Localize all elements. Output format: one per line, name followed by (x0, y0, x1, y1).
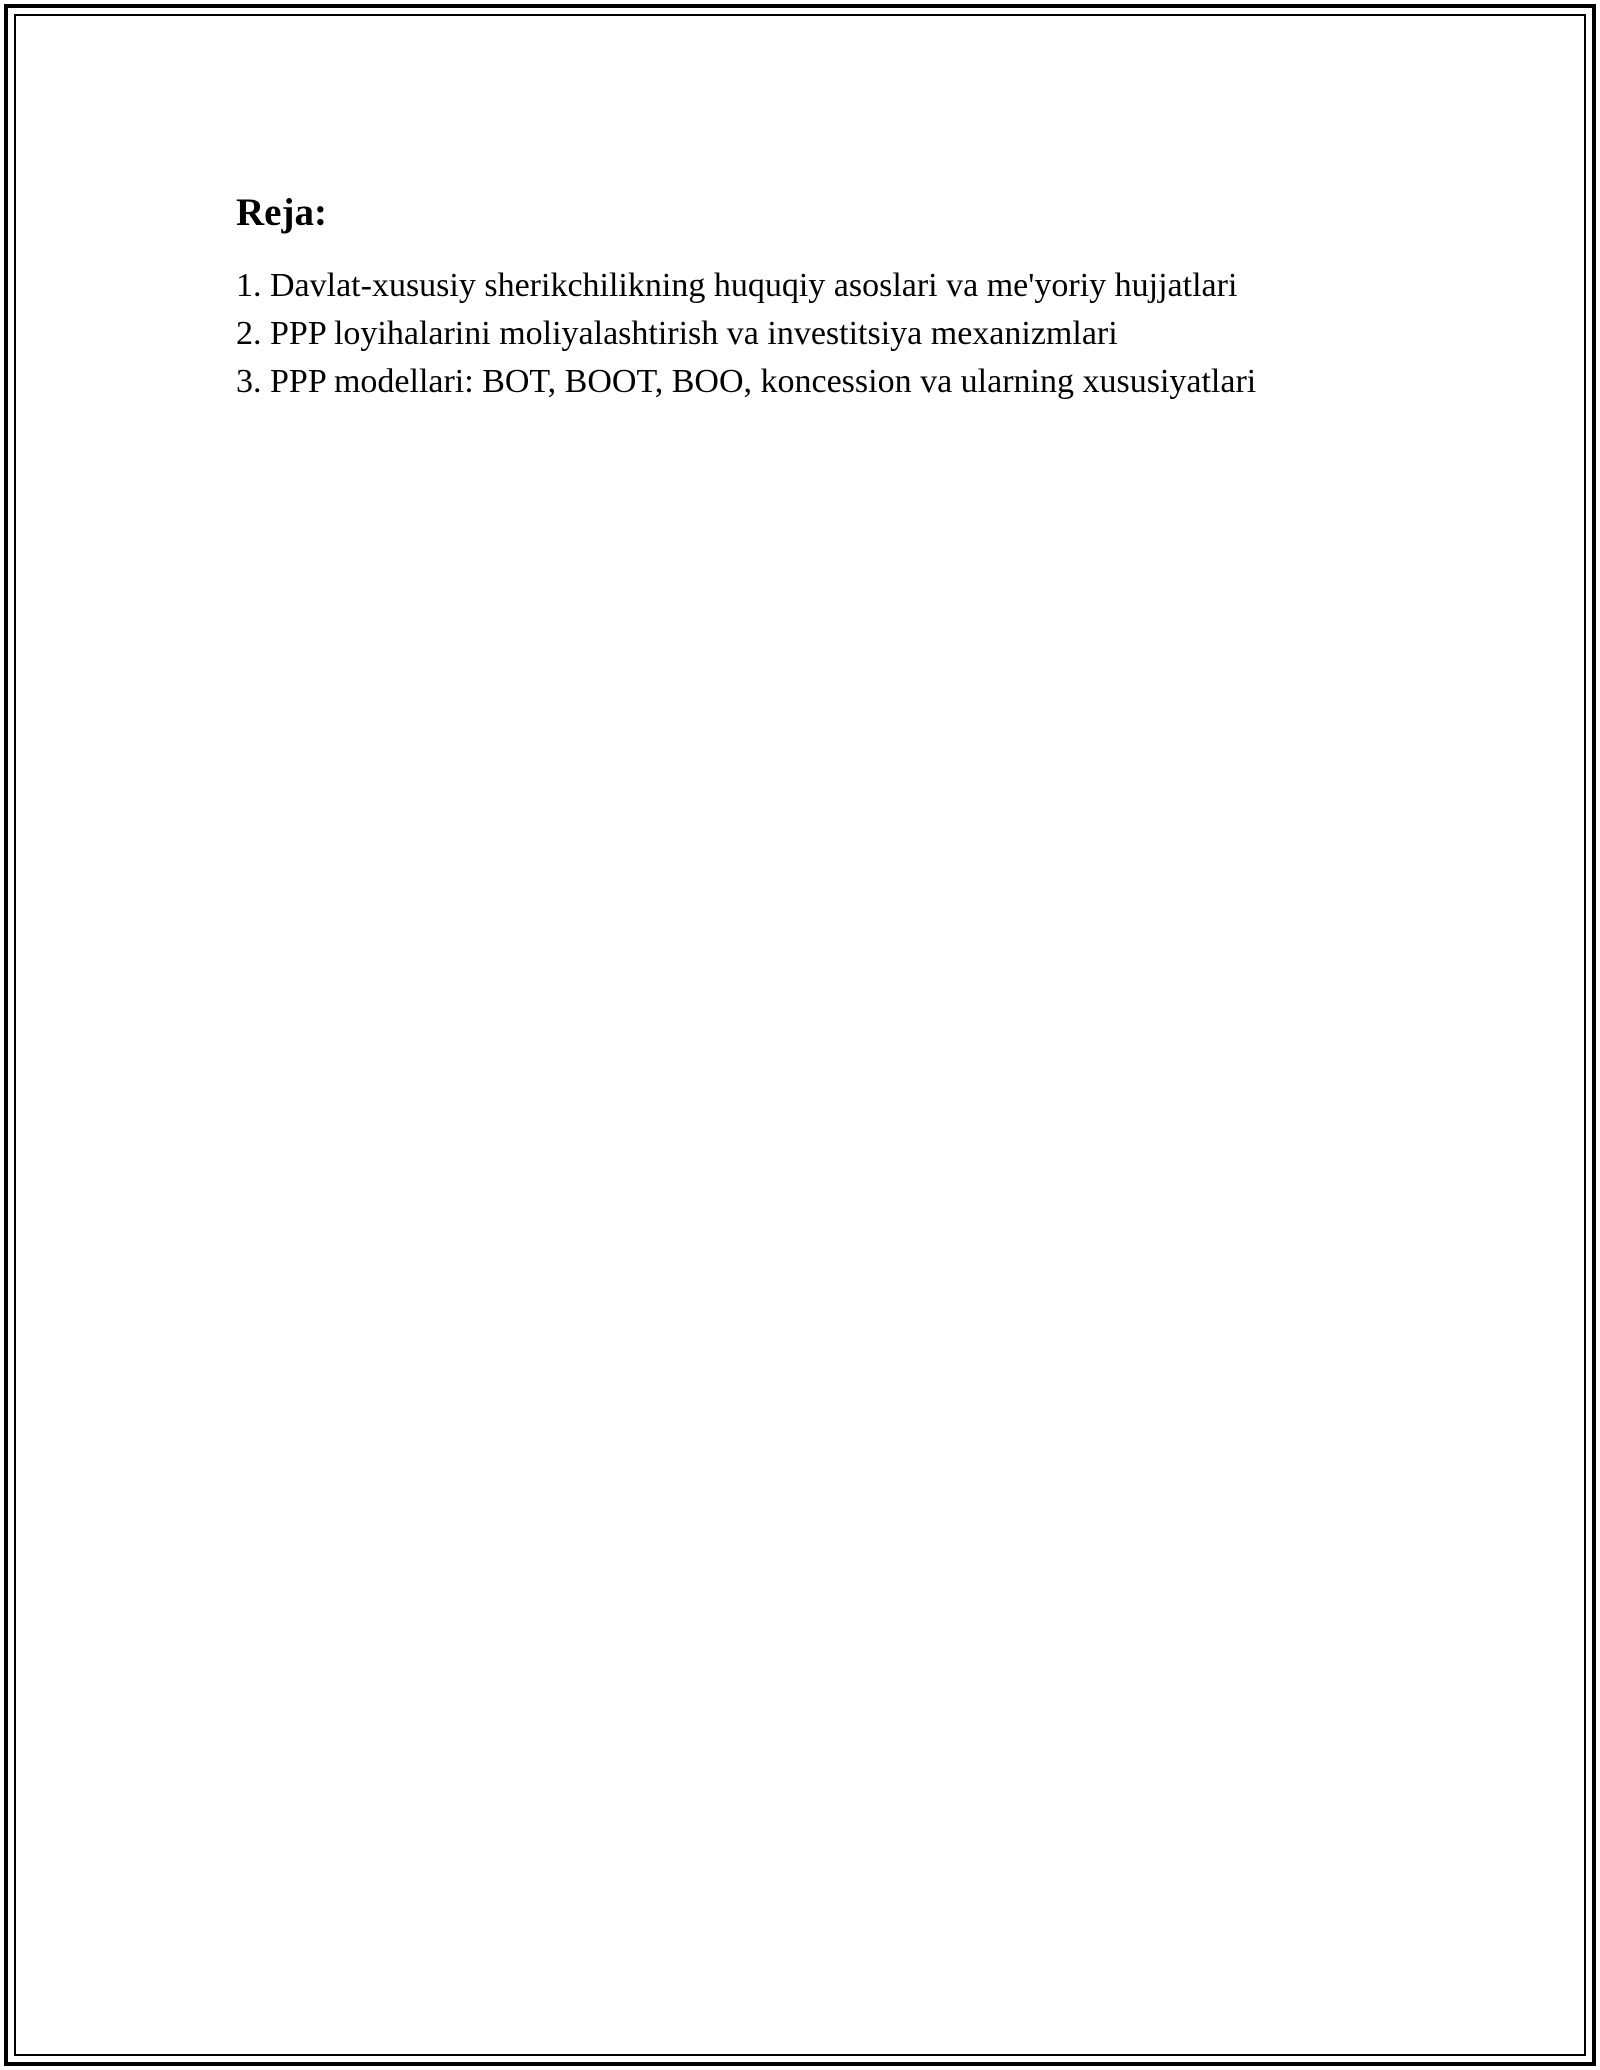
document-body (236, 186, 1436, 406)
plan-item: 3. PPP modellari: BOT, BOOT, BOO, koncession va ularning xususiyatlari (236, 363, 1257, 400)
plan-item: 1. Davlat-xususiy sherikchilikning huquqiy asoslari va me'yoriy hujjatlari (236, 267, 1238, 304)
plan-list (236, 262, 1436, 406)
plan-item: 2. PPP loyihalarini moliyalashtirish va investitsiya mexanizmlari (236, 315, 1118, 352)
plan-title: Reja: (236, 191, 327, 234)
